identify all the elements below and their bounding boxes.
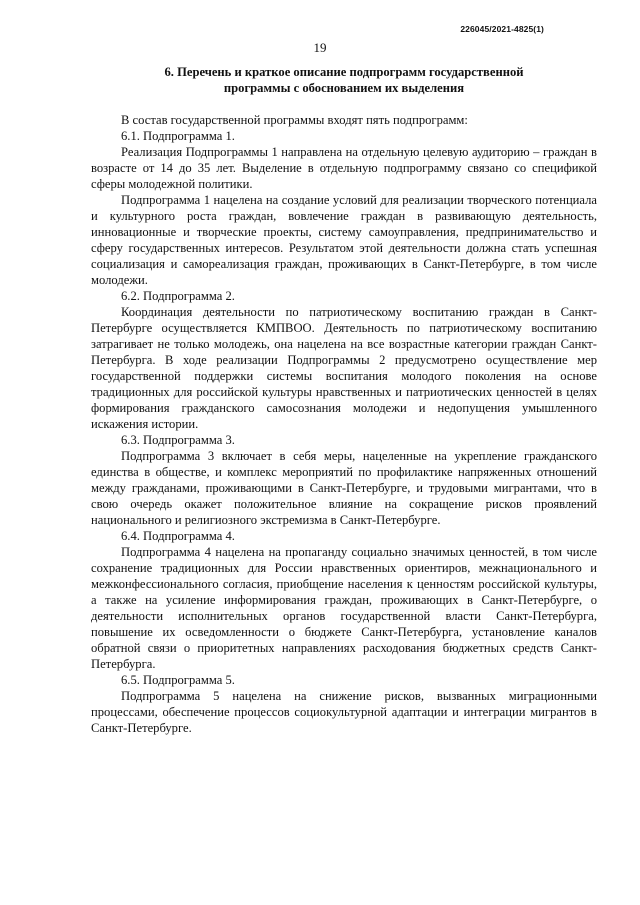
subprogram-2-paragraph: Координация деятельности по патриотическому воспитанию граждан в Санкт-Петербурге осуществляется КМПВОО. Деятельность по патриотическому воспитанию затрагивает не только молодежь, она нацелена на все возрастные категории граждан Санкт-Петербурга. В ходе реализации Подпрограммы 2 предусмотрено осуществление мер государственной поддержки системы воспитания молодого поколения на основе традиционных для российской культуры нравственных и патриотических ценностей в целях формирования гражданского самосознания молодежи и недопущения умышленного искажения истории. [91, 305, 597, 431]
section-heading [91, 64, 597, 96]
subprogram-3-title: 6.3. Подпрограмма 3. [121, 433, 235, 447]
page-number: 19 [313, 40, 327, 55]
document-code: 226045/2021-4825(1) [460, 24, 544, 34]
section-heading-line-2: программы с обоснованием их выделения [223, 81, 465, 95]
subprogram-4-paragraph: Подпрограмма 4 нацелена на пропаганду социально значимых ценностей, в том числе сохранение традиционных для России нравственных ориентиров, межнационального и межконфессионального согласия, приобщение населения к ценностям российской культуры, а также на усиление информирования граждан, проживающих в Санкт-Петербурге, о деятельности исполнительных органов государственной власти Санкт-Петербурга, повышение их осведомленности о бюджете Санкт-Петербурга, установление каналов обратной связи о приоритетных направлениях расходования бюджетных средств Санкт-Петербурга. [91, 545, 597, 671]
subprogram-1-title: 6.1. Подпрограмма 1. [121, 129, 235, 143]
section-heading-line-1: 6. Перечень и краткое описание подпрограмм государственной [164, 65, 524, 79]
subprogram-5-paragraph: Подпрограмма 5 нацелена на снижение рисков, вызванных миграционными процессами, обеспечение процессов социокультурной адаптации и интеграции мигрантов в Санкт-Петербурге. [91, 689, 597, 735]
subprogram-1-paragraph-1: Реализация Подпрограммы 1 направлена на отдельную целевую аудиторию – граждан в возрасте от 14 до 35 лет. Выделение в отдельную подпрограмму связано со спецификой сферы молодежной политики. [91, 145, 597, 191]
document-body [91, 64, 597, 736]
subprogram-2-title: 6.2. Подпрограмма 2. [121, 289, 235, 303]
subprogram-5-title: 6.5. Подпрограмма 5. [121, 673, 235, 687]
intro-paragraph: В состав государственной программы входят пять подпрограмм: [121, 113, 468, 127]
subprogram-3-paragraph: Подпрограмма 3 включает в себя меры, нацеленные на укрепление гражданского единства в обществе, и комплекс мероприятий по профилактике напряженных отношений между гражданами, проживающими в Санкт-Петербурге, и трудовыми мигрантами, что в свою очередь окажет положительное влияние на сокращение рисков проявлений национального и религиозного экстремизма в Санкт-Петербурге. [91, 449, 597, 527]
subprogram-1-paragraph-2: Подпрограмма 1 нацелена на создание условий для реализации творческого потенциала и культурного роста граждан, вовлечение граждан в развивающую деятельность, инновационные и творческие проекты, систему самоуправления, предпринимательство и сферу государственных интересов. Результатом этой деятельности должна стать успешная социализация и самореализация граждан, проживающих в Санкт-Петербурге, в том числе молодежи. [91, 193, 597, 287]
subprogram-4-title: 6.4. Подпрограмма 4. [121, 529, 235, 543]
